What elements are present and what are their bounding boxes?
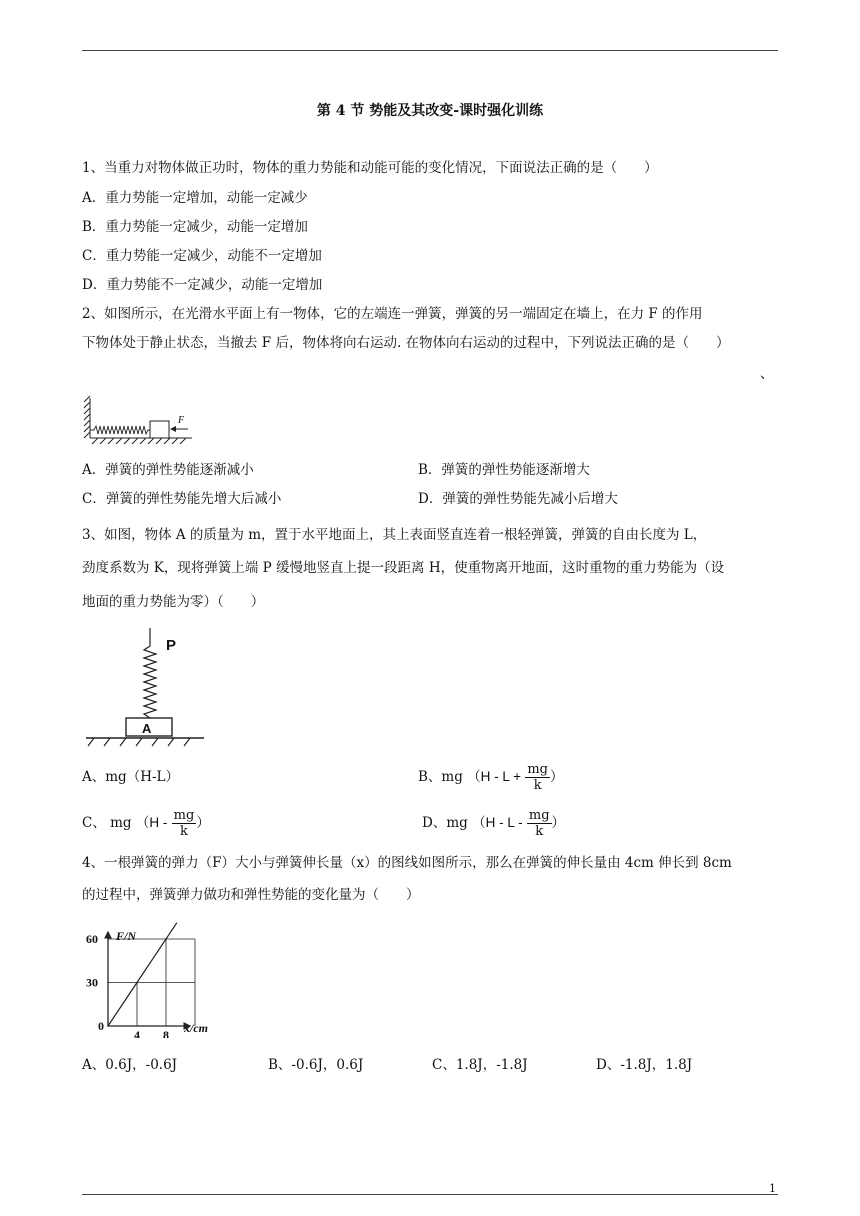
footer-rule (82, 1194, 778, 1195)
q1-option-c: C．重力势能一定减少，动能不一定增加 (82, 248, 322, 264)
block (150, 421, 169, 438)
q1-option-a: A．重力势能一定增加，动能一定减少 (82, 190, 308, 206)
q3-option-d: D、mg （H - L - $\frac{mg}{k}$ ） (422, 808, 566, 839)
q3-option-c: C、 mg （H - $\frac{mg}{k}$ ） (82, 808, 210, 839)
y-axis-label: F/N (116, 929, 137, 943)
q3-option-d-expr: H - L - (485, 815, 523, 830)
label-p: P (166, 637, 177, 654)
q2-stem-line2: 下物体处于静止状态，当撤去 F 后，物体将向右运动. 在物体向右运动的过程中，下列说法正确的是（ ） (82, 335, 730, 351)
spring (90, 426, 150, 434)
q3-option-c-fraction: $\frac{mg}{k}$ (173, 808, 195, 839)
y-tick-label-60: 60 (86, 932, 98, 946)
y-tick-label-30: 30 (86, 975, 98, 990)
q4-stem-line2: 的过程中，弹簧弹力做功和弹性势能的变化量为（ ） (82, 887, 420, 903)
q3-option-b-prefix: B、mg (418, 769, 463, 785)
q3-spring-figure (80, 626, 210, 752)
q3-stem-line1: 3、如图，物体 A 的质量为 m，置于水平地面上，其上表面竖直连着一根轻弹簧，弹簧的自由长度为 L， (82, 527, 707, 543)
wall-hatching (84, 396, 192, 444)
q4-option-b: B、-0.6J，0.6J (268, 1057, 364, 1073)
q4-option-d: D、-1.8J，1.8J (596, 1057, 693, 1073)
q4-option-c: C、1.8J，-1.8J (432, 1057, 528, 1073)
q1-option-b: B．重力势能一定减少，动能一定增加 (82, 219, 308, 235)
q2-stray-mark: 、 (760, 366, 774, 382)
q3-stem-line2: 劲度系数为 K，现将弹簧上端 P 缓慢地竖直上提一段距离 H，使重物离开地面，这时重物的重力势能为（设 (82, 560, 725, 576)
q2-option-a: A．弹簧的弹性势能逐渐减小 (82, 462, 254, 478)
spring (144, 646, 156, 718)
page-title: 第 4 节 势能及其改变-课时强化训练 (316, 103, 544, 119)
x-axis-label: x/cm (184, 1021, 208, 1035)
q3-option-d-fraction: $\frac{mg}{k}$ (528, 808, 550, 839)
q3-option-a: A、mg（H-L） (82, 769, 179, 785)
q3-option-c-prefix: C、 mg (82, 815, 132, 831)
q4-option-a: A、0.6J，-0.6J (82, 1057, 178, 1073)
data-point-1 (136, 982, 138, 984)
origin-label: 0 (98, 1019, 104, 1033)
label-a: A (142, 721, 152, 736)
page-number: 1 (769, 1182, 776, 1195)
q3-option-c-expr: H - (149, 815, 168, 830)
q2-spring-figure (80, 392, 200, 448)
q2-option-c: C．弹簧的弹性势能先增大后减小 (82, 491, 282, 507)
q3-stem-line3: 地面的重力势能为零）（ ） (82, 594, 265, 610)
data-point-2 (165, 938, 167, 940)
q2-option-d: D．弹簧的弹性势能先减小后增大 (418, 491, 618, 507)
data-point-0 (107, 1025, 109, 1027)
q3-option-b-fraction: $\frac{mg}{k}$ (527, 762, 549, 793)
q4-stem-line1: 4、一根弹簧的弹力（F）大小与弹簧伸长量（x）的图线如图所示，那么在弹簧的伸长量由 4cm 伸长到 8cm (82, 855, 732, 871)
force-label: F (178, 415, 185, 426)
q3-option-d-prefix: D、mg (422, 815, 468, 831)
q2-stem-line1: 2、如图所示，在光滑水平面上有一物体，它的左端连一弹簧，弹簧的另一端固定在墙上，在力 F 的作用 (82, 306, 703, 322)
q3-option-b: B、mg （H - L + $\frac{mg}{k}$ ） (418, 762, 564, 793)
q1-stem: 1、当重力对物体做正功时，物体的重力势能和动能可能的变化情况，下面说法正确的是（ ） (82, 160, 658, 176)
q3-option-b-expr: H - L + (480, 769, 522, 784)
q1-option-d: D．重力势能不一定减少，动能一定增加 (82, 277, 323, 293)
x-tick-label-4: 4 (134, 1028, 140, 1038)
x-tick-label-8: 8 (163, 1028, 169, 1038)
q2-option-b: B．弹簧的弹性势能逐渐增大 (418, 462, 590, 478)
header-rule (82, 50, 778, 51)
q4-force-extension-chart (78, 922, 228, 1038)
